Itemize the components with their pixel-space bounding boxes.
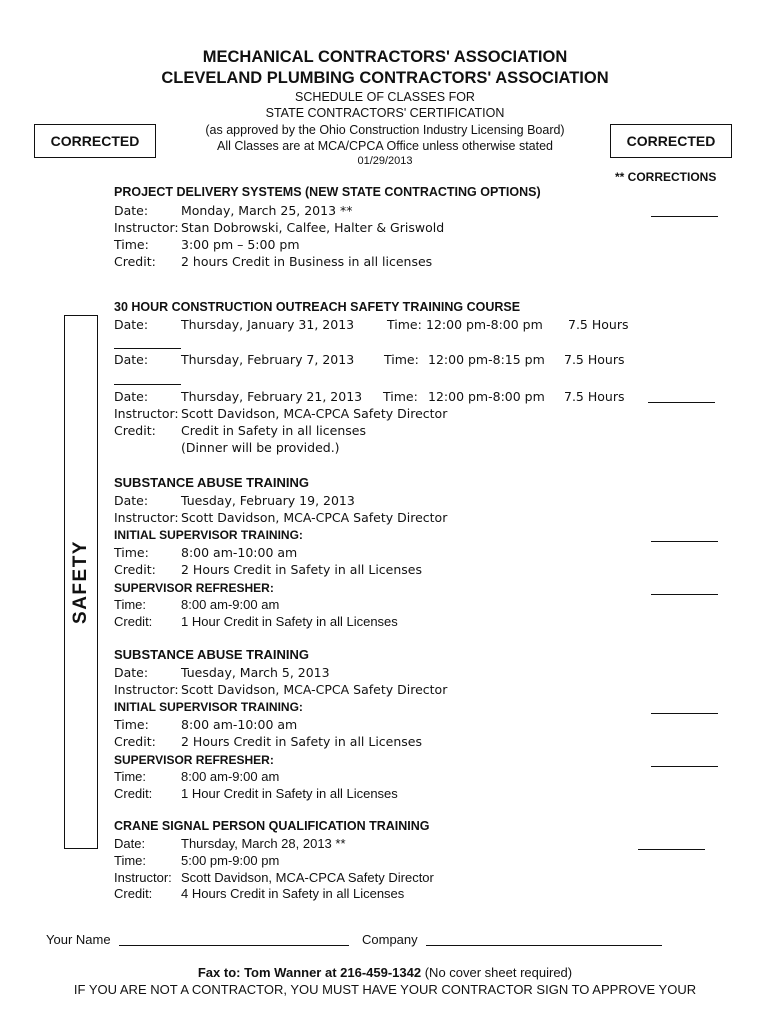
s3-credit1: 2 Hours Credit in Safety in all Licenses xyxy=(181,562,422,577)
section-title-crane-signal: CRANE SIGNAL PERSON QUALIFICATION TRAINING xyxy=(114,819,430,833)
s4-credit2: 1 Hour Credit in Safety in all Licenses xyxy=(181,786,398,801)
date-label: Date: xyxy=(114,493,149,508)
corrected-badge-left: CORRECTED xyxy=(34,124,156,158)
s4-refresher-signup-blank[interactable] xyxy=(651,766,718,767)
s5-date: Thursday, March 28, 2013 ** xyxy=(181,836,346,851)
approval-note: (as approved by the Ohio Construction Industry Licensing Board) xyxy=(205,123,565,137)
date-label: Date: xyxy=(114,389,149,404)
s2-session-3 xyxy=(114,389,674,406)
s2-credit: Credit in Safety in all licenses xyxy=(181,423,366,438)
s3-refresher-heading: SUPERVISOR REFRESHER: xyxy=(114,581,274,595)
s4-instructor: Scott Davidson, MCA-CPCA Safety Director xyxy=(181,682,448,697)
time-label: Time: xyxy=(114,597,147,612)
company-field[interactable] xyxy=(426,945,662,946)
s4-credit1: 2 Hours Credit in Safety in all Licenses xyxy=(181,734,422,749)
s2-session-3-signup-blank[interactable] xyxy=(648,402,715,403)
instructor-label: Instructor: xyxy=(114,406,179,421)
date-label: Date: xyxy=(114,352,149,367)
instructor-label: Instructor: xyxy=(114,220,179,235)
s4-time1: 8:00 am-10:00 am xyxy=(181,717,298,732)
s2-session-2 xyxy=(114,352,674,369)
s4-date: Tuesday, March 5, 2013 xyxy=(181,665,330,680)
credit-label: Credit: xyxy=(114,254,156,269)
s2-session-2-signup-blank[interactable] xyxy=(114,384,181,385)
credit-label: Credit: xyxy=(114,562,156,577)
s2-session-1-signup-blank[interactable] xyxy=(114,348,181,349)
time-label: Time: xyxy=(114,717,149,732)
s2-session-1-hours: 7.5 Hours xyxy=(568,317,629,332)
time-label: Time: xyxy=(114,853,147,868)
s5-credit: 4 Hours Credit in Safety in all Licenses xyxy=(181,886,405,901)
credit-label: Credit: xyxy=(114,423,156,438)
credit-label: Credit: xyxy=(114,786,153,801)
s2-session-1-time: 12:00 pm-8:00 pm xyxy=(426,317,543,332)
fax-number: Fax to: Tom Wanner at 216-459-1342 xyxy=(197,965,422,980)
certification-heading: STATE CONTRACTORS' CERTIFICATION xyxy=(265,106,505,120)
date-label: Date: xyxy=(114,203,149,218)
your-name-label: Your Name xyxy=(46,932,111,947)
s1-credit: 2 hours Credit in Business in all licenses xyxy=(181,254,433,269)
instructor-label: Instructor: xyxy=(114,870,172,885)
your-name-field[interactable] xyxy=(119,945,349,946)
section-title-substance-abuse-2: SUBSTANCE ABUSE TRAINING xyxy=(114,647,310,662)
s1-signup-blank[interactable] xyxy=(651,216,718,217)
instructor-label: Instructor: xyxy=(114,682,179,697)
safety-label: SAFETY xyxy=(70,540,91,624)
date-label: Date: xyxy=(114,836,146,851)
corrections-note: ** CORRECTIONS xyxy=(615,170,717,184)
s2-instructor: Scott Davidson, MCA-CPCA Safety Director xyxy=(181,406,448,421)
s1-instructor: Stan Dobrowski, Calfee, Halter & Griswold xyxy=(181,220,445,235)
credit-label: Credit: xyxy=(114,886,153,901)
fax-note: (No cover sheet required) xyxy=(421,965,573,980)
s4-initial-supervisor-heading: INITIAL SUPERVISOR TRAINING: xyxy=(114,700,303,714)
s3-time2: 8:00 am-9:00 am xyxy=(181,597,280,612)
date-label: Date: xyxy=(114,665,149,680)
s3-time1: 8:00 am-10:00 am xyxy=(181,545,298,560)
s2-session-1 xyxy=(114,317,674,334)
time-label: Time: xyxy=(114,769,147,784)
s2-session-3-date: Thursday, February 21, 2013 xyxy=(181,389,363,404)
s3-credit2: 1 Hour Credit in Safety in all Licenses xyxy=(181,614,398,629)
corrected-badge-right: CORRECTED xyxy=(610,124,732,158)
s2-session-2-date: Thursday, February 7, 2013 xyxy=(181,352,355,367)
s1-time: 3:00 pm – 5:00 pm xyxy=(181,237,300,252)
s2-dinner-note: (Dinner will be provided.) xyxy=(181,440,340,455)
section-title-30-hour: 30 HOUR CONSTRUCTION OUTREACH SAFETY TRAINING COURSE xyxy=(114,300,521,314)
section-title-substance-abuse-1: SUBSTANCE ABUSE TRAINING xyxy=(114,475,310,490)
schedule-heading: SCHEDULE OF CLASSES FOR xyxy=(295,90,475,104)
s4-refresher-heading: SUPERVISOR REFRESHER: xyxy=(114,753,274,767)
section-title-project-delivery: PROJECT DELIVERY SYSTEMS (NEW STATE CONTRACTING OPTIONS) xyxy=(114,185,541,199)
s5-instructor: Scott Davidson, MCA-CPCA Safety Director xyxy=(181,870,434,885)
s3-initial-supervisor-heading: INITIAL SUPERVISOR TRAINING: xyxy=(114,528,303,542)
s2-session-3-time: 12:00 pm-8:00 pm xyxy=(428,389,545,404)
s1-date: Monday, March 25, 2013 ** xyxy=(181,203,353,218)
time-label: Time: xyxy=(384,352,419,367)
s4-initial-signup-blank[interactable] xyxy=(651,713,718,714)
time-label: Time: xyxy=(114,545,149,560)
instructor-label: Instructor: xyxy=(114,510,179,525)
s2-session-1-date: Thursday, January 31, 2013 xyxy=(181,317,355,332)
s3-instructor: Scott Davidson, MCA-CPCA Safety Director xyxy=(181,510,448,525)
company-label: Company xyxy=(362,932,418,947)
s5-time: 5:00 pm-9:00 pm xyxy=(181,853,280,868)
document-date: 01/29/2013 xyxy=(357,155,413,167)
time-label: Time: xyxy=(387,317,422,332)
fax-instructions xyxy=(0,965,770,980)
date-label: Date: xyxy=(114,317,149,332)
s2-session-2-time: 12:00 pm-8:15 pm xyxy=(428,352,545,367)
s3-date: Tuesday, February 19, 2013 xyxy=(181,493,355,508)
s3-refresher-signup-blank[interactable] xyxy=(651,594,718,595)
credit-label: Credit: xyxy=(114,734,156,749)
s3-initial-signup-blank[interactable] xyxy=(651,541,718,542)
s2-session-2-hours: 7.5 Hours xyxy=(564,352,625,367)
org-title-2: CLEVELAND PLUMBING CONTRACTORS' ASSOCIATION xyxy=(161,69,609,87)
location-note: All Classes are at MCA/CPCA Office unless otherwise stated xyxy=(216,139,554,153)
contractor-approval-notice: IF YOU ARE NOT A CONTRACTOR, YOU MUST HAVE YOUR CONTRACTOR SIGN TO APPROVE YOUR xyxy=(73,982,697,997)
time-label: Time: xyxy=(383,389,418,404)
s5-signup-blank[interactable] xyxy=(638,849,705,850)
s4-time2: 8:00 am-9:00 am xyxy=(181,769,280,784)
org-title-1: MECHANICAL CONTRACTORS' ASSOCIATION xyxy=(202,48,568,66)
credit-label: Credit: xyxy=(114,614,153,629)
time-label: Time: xyxy=(114,237,149,252)
s2-session-3-hours: 7.5 Hours xyxy=(564,389,625,404)
safety-side-box xyxy=(64,315,98,849)
